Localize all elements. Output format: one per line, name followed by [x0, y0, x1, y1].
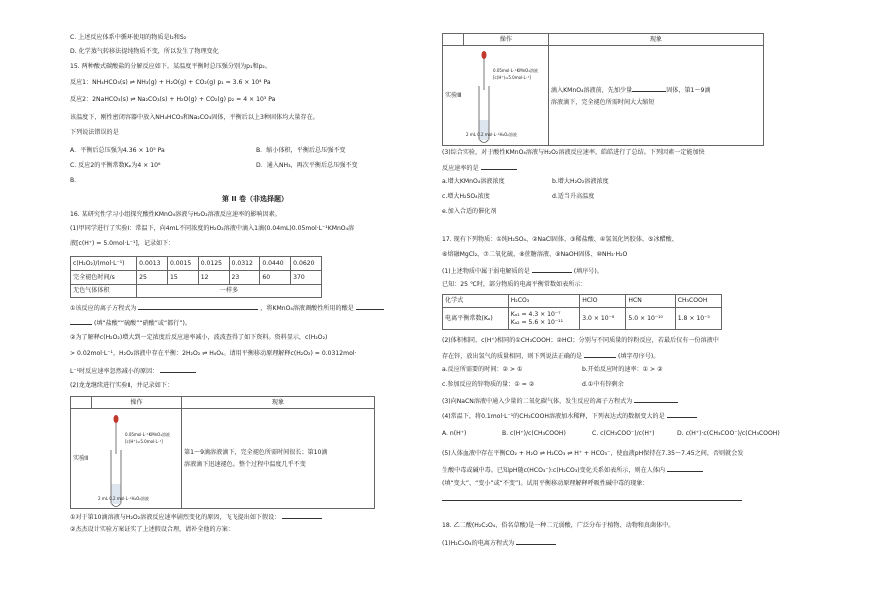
q16-part2-sub2: ②杰杰设计实验方案证实了上述假设合理，请补全他的方案： [70, 526, 234, 533]
q16-sub2-a: ②为了解释c(H₂O₂)增大到一定浓度后反应速率减小，波波查得了如下资料。资料显示，c(H₂O₂) [70, 334, 328, 341]
table-cell: 0.0015 [167, 257, 198, 271]
answer-blank[interactable] [70, 318, 92, 325]
table-header: HCN [626, 295, 675, 308]
table-header: 操作 [463, 34, 548, 46]
table-cell: 370 [291, 271, 322, 285]
table-cell: 一样多 [137, 285, 322, 298]
ka-table [442, 294, 722, 330]
q15-option-b: B．缩小体积，平衡后总压强不变 [256, 147, 346, 154]
answer-line [442, 494, 742, 504]
table-cell: 完全褪色时间/s [71, 271, 137, 285]
q16-part2-sub1: ①对于第10滴溶液与H₂O₂溶液反应速率剧烈变化的原因，飞飞提出如下假设： [70, 512, 322, 522]
q16-option-d: d.适当升高温度 [552, 193, 595, 200]
q16-option-e: e.加入合适的催化剂 [442, 208, 497, 215]
answer-blank[interactable] [516, 538, 556, 545]
q15-condition: 该温度下，刚性密闭容器中放入NH₄HCO₃和Na₂CO₃固体，平衡后以上3种固体均大量存在。 [70, 114, 319, 121]
answer-blank[interactable] [442, 494, 742, 501]
q16-sub2-b: > 0.02mol·L⁻¹，H₂O₂溶液中存在平衡：2H₂O₂ ⇌ H₄O₄。请用平衡移动原理解释c(H₂O₂) = 0.0312mol· [70, 350, 357, 357]
q17-option-a: a.反应所需要的时间：② > ① [442, 366, 523, 373]
q16-sub2-c: L⁻¹时反应速率忽然减小的原因： [70, 366, 196, 376]
table-row [443, 34, 764, 46]
table-cell: 23 [229, 271, 260, 285]
table-row [443, 308, 722, 330]
q16-part2: (2)龙龙继续进行实验Ⅱ，并记录如下： [70, 382, 174, 389]
answer-blank[interactable] [138, 303, 258, 310]
table-cell: 0.0440 [260, 257, 291, 271]
table-header: HClO [580, 295, 626, 308]
q16-sub1-hint: (填“盐酸”“硫酸”“硝酸”或“都行”)。 [70, 318, 191, 328]
table-row [71, 285, 322, 298]
q17-part5-b: 生酸中毒或碱中毒。已知pH随c(HCO₃⁻):c(H₂CO₃)变化关系如表所示，则在人体内 [442, 465, 703, 475]
q16-option-a: a.增大KMnO₄溶液浓度 [442, 178, 505, 185]
table-header: 化学式 [443, 295, 509, 308]
table-cell: 5.0 × 10⁻¹⁰ [626, 308, 675, 330]
q18-part1: (1)H₂C₂O₄的电离方程式为 [442, 538, 556, 548]
q15-reaction-1: 反应1：NH₄HCO₃(s) ⇌ NH₃(g) + H₂O(g) + CO₂(g) p₁ = 3.6 × 10⁴ Pa [70, 79, 271, 86]
q17-part5-a: (5)人体血液中存在平衡CO₂ + H₂O ⇌ H₂CO₃ ⇌ H⁺ + HCO₃⁻，使血液pH保持在7.35～7.45之间，否则就会发 [442, 450, 744, 457]
q17-option-c: c.参加反应的锌物质的量：① = ② [442, 381, 535, 388]
table-cell: 0.0125 [198, 257, 229, 271]
q17-known: 已知：25 ℃时，部分物质的电离平衡常数如表所示： [442, 281, 587, 288]
table-cell: 1.8 × 10⁻⁵ [675, 308, 721, 330]
q17-part2-a: (2)体积相同、c(H⁺)相同的①CH₃COOH；②HCl；分别与不同质量的锌粉反应，若最后仅有一份溶液中 [442, 337, 719, 344]
q17-stem-b: ⑥熔融MgCl₂、⑦二氧化硫、⑧蔗糖溶液、⑨NaOH固体、⑩NH₃·H₂O [442, 251, 628, 258]
q15-option-c: C. 反应2的平衡常数Kₚ为4 × 10⁶ [70, 162, 161, 169]
q17-choice-d: D. c(H⁺)·c(CH₃COO⁻)/c(CH₃COOH) [677, 430, 780, 437]
q17-part1: (1)上述物质中属于弱电解质的是 (填序号)。 [442, 268, 603, 275]
answer-blank[interactable] [532, 266, 572, 273]
table-cell: 无色气体体积 [71, 285, 137, 298]
table-header: 现象 [182, 397, 375, 409]
table-header: 现象 [548, 34, 763, 46]
q16-part3-b: 反应速率的是 [442, 163, 517, 173]
q17-part2-b: 存在锌，放出氢气的质量相同，则下列说法正确的是 (填字母序号)。 [442, 353, 660, 360]
answer-blank[interactable] [634, 396, 678, 403]
table-cell: c(H₂O₂)/(mol·L⁻¹) [71, 257, 137, 271]
q17-choice-a: A. n(H⁺) [442, 430, 467, 437]
q16-part1-a: (1)甲同学进行了实验Ⅰ：常温下，向4mL不同浓度的H₂O₂溶液中滴入1滴(0.04mL)0.05mol·L⁻¹KMnO₄溶 [70, 225, 355, 232]
table-header: CH₃COOH [675, 295, 721, 308]
q17-part3: (3)向NaCN溶液中通入少量的二氧化碳气体，发生反应的离子方程式为 [442, 396, 678, 406]
table-cell: 0.0013 [137, 257, 168, 271]
answer-blank[interactable] [667, 411, 697, 418]
q17-part4: (4)常温下，将0.1mol·L⁻¹的CH₃COOH溶液加水稀释，下列表达式的数据变大的是 [442, 411, 697, 421]
q16-part3-a: (3)综合实验，对于酸性KMnO₄溶液与H₂O₂溶液反应速率，皓皓进行了总结。下列因素一定能加快 [442, 149, 705, 156]
answer-blank[interactable] [160, 366, 196, 373]
table-cell: 电离平衡常数(Kₐ) [443, 308, 509, 330]
experiment-label: 实验Ⅲ [443, 46, 464, 146]
table-row [443, 295, 722, 308]
table-cell: 3.0 × 10⁻⁸ [580, 308, 626, 330]
option-c-line: C. 上述反应体系中循环使用的物质是I₂和S₂ [70, 34, 187, 41]
section-title: 第 II 卷（非选择题） [221, 195, 289, 203]
answer-blank[interactable] [282, 512, 322, 519]
q15-option-extra: B. [70, 177, 77, 184]
q17-stem-a: 17. 现有下列物质：①纯H₂SO₄、②NaCl固体、③稀盐酸、④氢氧化钙胶体、⑤冰醋酸、 [442, 236, 678, 243]
q16-part1-b: 液[c(H⁺) = 5.0mol·L⁻¹]，记录如下： [70, 240, 175, 247]
q16-stem: 16. 某研究性学习小组探究酸性KMnO₄溶液与H₂O₂溶液反应速率的影响因素。 [70, 211, 281, 218]
observation-cell: 第1～9滴溶液滴下，完全褪色所需时间很长；第10滴 溶液滴下迅速褪色。整个过程中温度几乎不变 [182, 409, 375, 509]
answer-blank[interactable] [481, 163, 517, 170]
q15-option-d: D．通入NH₃，再次平衡后总压强不变 [256, 162, 358, 169]
q15-question: 下列说法错误的是 [70, 129, 119, 136]
q17-option-d: d.①中有锌剩余 [582, 381, 624, 388]
q16-sub1: ①该反应的离子方程式为 ，将KMnO₄溶液调酸性所用的酸是 [70, 303, 384, 313]
tube-diagram-3: 0.05mol·L⁻¹KMnO₄溶液 [c(H⁺)=5.0mol·L⁻¹] 2 mL 0.2 mol·L⁻¹H₂O₂溶液 [460, 46, 530, 156]
answer-blank[interactable] [356, 303, 384, 310]
q16-option-c: c.增大H₂SO₄浓度 [442, 193, 490, 200]
table-cell: Kₐ₁ = 4.3 × 10⁻⁷ Kₐ₂ = 5.6 × 10⁻¹¹ [508, 308, 579, 330]
answer-blank[interactable] [632, 85, 666, 92]
q16-option-b: b.增大H₂O₂溶液浓度 [552, 178, 609, 185]
table-header: 操作 [92, 397, 182, 409]
test-tube-icon [460, 46, 530, 156]
table-cell: 0.0312 [229, 257, 260, 271]
table-cell: 25 [137, 271, 168, 285]
q15-reaction-2: 反应2：2NaHCO₃(s) ⇌ Na₂CO₃(s) + H₂O(g) + CO₂(g) p₂ = 4 × 10³ Pa [70, 96, 276, 103]
table-row [71, 271, 322, 285]
q15-stem: 15. 两种酸式碳酸盐的分解反应如下。某温度平衡时总压强分别为p₁和p₂。 [70, 63, 271, 70]
answer-blank[interactable] [584, 351, 616, 358]
observation-cell: 滴入KMnO₄溶液前，先加少量 固体，第1～9滴 溶液滴下，完全褪色所需时间大大缩短 [548, 46, 763, 146]
tube-diagram-2: 0.05mol·L⁻¹KMnO₄溶液 [c(H⁺)=5.0mol·L⁻¹] 2 mL 0.2 mol·L⁻¹H₂O₂溶液 [92, 410, 162, 520]
q17-choice-b: B. c(H⁺)/c(CH₃COOH) [502, 430, 566, 437]
q18-stem: 18. 乙二酸(H₂C₂O₄，俗名草酸)是一种二元弱酸，广泛分布于植物、动物和真菌体中。 [442, 522, 675, 529]
q15-option-a: A．平衡后总压强为4.36 × 10⁵ Pa [70, 147, 165, 154]
option-d-line: D. 化学蒸气转移法提纯物质不变，所以发生了物理变化 [70, 48, 219, 55]
table-cell: 60 [260, 271, 291, 285]
data-table-1 [70, 256, 322, 298]
table-cell: 15 [167, 271, 198, 285]
experiment-label: 实验Ⅱ [71, 409, 92, 509]
table-row [71, 257, 322, 271]
table-row [71, 397, 375, 409]
table-cell: 12 [198, 271, 229, 285]
q17-part5-c: (填“变大”、“变小”或“不变”)。试用平衡移动原理解释呼吸性碱中毒的现象： [442, 480, 649, 487]
table-cell: 0.0620 [291, 257, 322, 271]
table-header: H₂CO₃ [508, 295, 579, 308]
answer-blank[interactable] [667, 465, 703, 472]
test-tube-icon [92, 410, 162, 520]
q17-choice-c: C. c(CH₃COO⁻)/c(H⁺) [592, 430, 655, 437]
q17-option-b: b.开始反应时的速率：① > ② [582, 366, 663, 373]
